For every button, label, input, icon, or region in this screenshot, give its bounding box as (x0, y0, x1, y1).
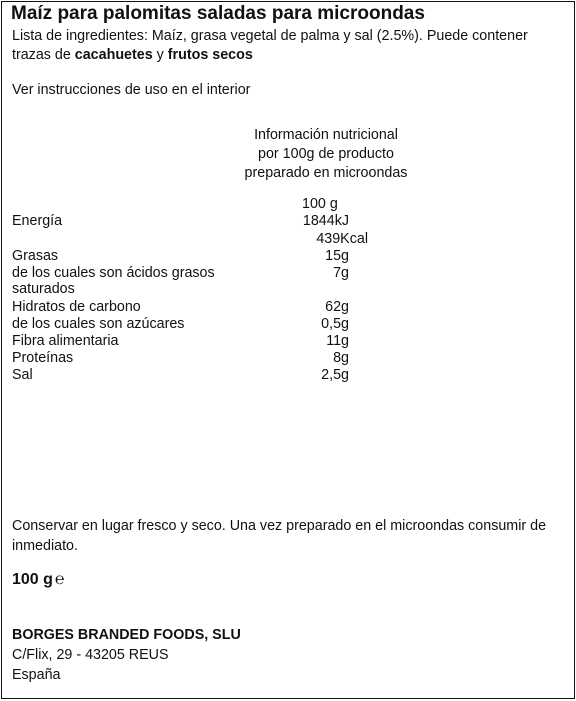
ingredients-join: y (152, 47, 168, 63)
nutrient-name: saturados (12, 281, 75, 297)
nutrition-row-sugars (12, 316, 572, 333)
nutrition-header-line-1: Información nutricional (254, 127, 398, 143)
nutrient-name: Fibra alimentaria (12, 333, 119, 349)
net-weight-value: 100 g (12, 571, 53, 588)
nutrient-value: 15g (325, 248, 349, 264)
nutrition-row-protein (12, 350, 572, 367)
nutrient-name: Grasas (12, 248, 59, 264)
manufacturer-name: BORGES BRANDED FOODS, SLU (12, 627, 241, 643)
nutrient-value: 8g (333, 350, 349, 366)
nutrition-row-energy-kj (12, 213, 572, 230)
nutrition-row-salt (12, 367, 572, 384)
product-title: Maíz para palomitas saladas para microondas (11, 3, 425, 24)
nutrient-value: 7g (333, 265, 349, 281)
net-weight (12, 571, 65, 589)
nutrient-value: 1844kJ (302, 213, 349, 229)
nutrient-value: 0,5g (321, 316, 349, 332)
nutrient-name: de los cuales son azúcares (12, 316, 185, 332)
nutrient-value: 2,5g (321, 367, 349, 383)
nutrition-header (226, 126, 426, 183)
ingredients-list (12, 27, 568, 65)
nutrient-value: 439Kcal (316, 231, 368, 247)
allergen-peanuts: cacahuetes (74, 47, 153, 63)
nutrition-row-fat (12, 248, 572, 265)
nutrient-name: Energía (12, 213, 63, 229)
nutrition-row-carbohydrates (12, 299, 572, 316)
usage-instructions-note: Ver instrucciones de uso en el interior (12, 82, 251, 98)
nutrition-header-line-2: por 100g de producto (258, 146, 394, 162)
nutrition-column-header: 100 g (302, 196, 338, 212)
nutrition-header-line-3: preparado en microondas (244, 165, 408, 181)
nutrient-name: Sal (12, 367, 33, 383)
nutrient-value: 11g (326, 333, 349, 349)
storage-instructions: Conservar en lugar fresco y seco. Una vez preparado en el microondas consumir de inmediato. (12, 518, 547, 554)
manufacturer-country: España (12, 667, 61, 683)
nutrient-value: 62g (325, 299, 349, 315)
product-label (1, 1, 575, 699)
ingredients-text: Lista de ingredientes: Maíz, grasa vegetal de palma y sal (2.5%). Puede contener trazas de (12, 28, 528, 63)
nutrition-row-saturated-fat (12, 265, 572, 282)
nutrient-name: Hidratos de carbono (12, 299, 141, 315)
nutrient-name: Proteínas (12, 350, 74, 366)
nutrition-row-fibre (12, 333, 572, 350)
manufacturer-address: C/Flix, 29 - 43205 REUS (12, 647, 169, 663)
estimated-sign-icon: ℮ (54, 571, 65, 588)
nutrient-name: de los cuales son ácidos grasos (12, 265, 215, 281)
allergen-nuts: frutos secos (167, 47, 253, 63)
nutrition-row-energy-kcal (12, 231, 572, 248)
nutrition-row-saturated-fat-cont (12, 281, 572, 298)
